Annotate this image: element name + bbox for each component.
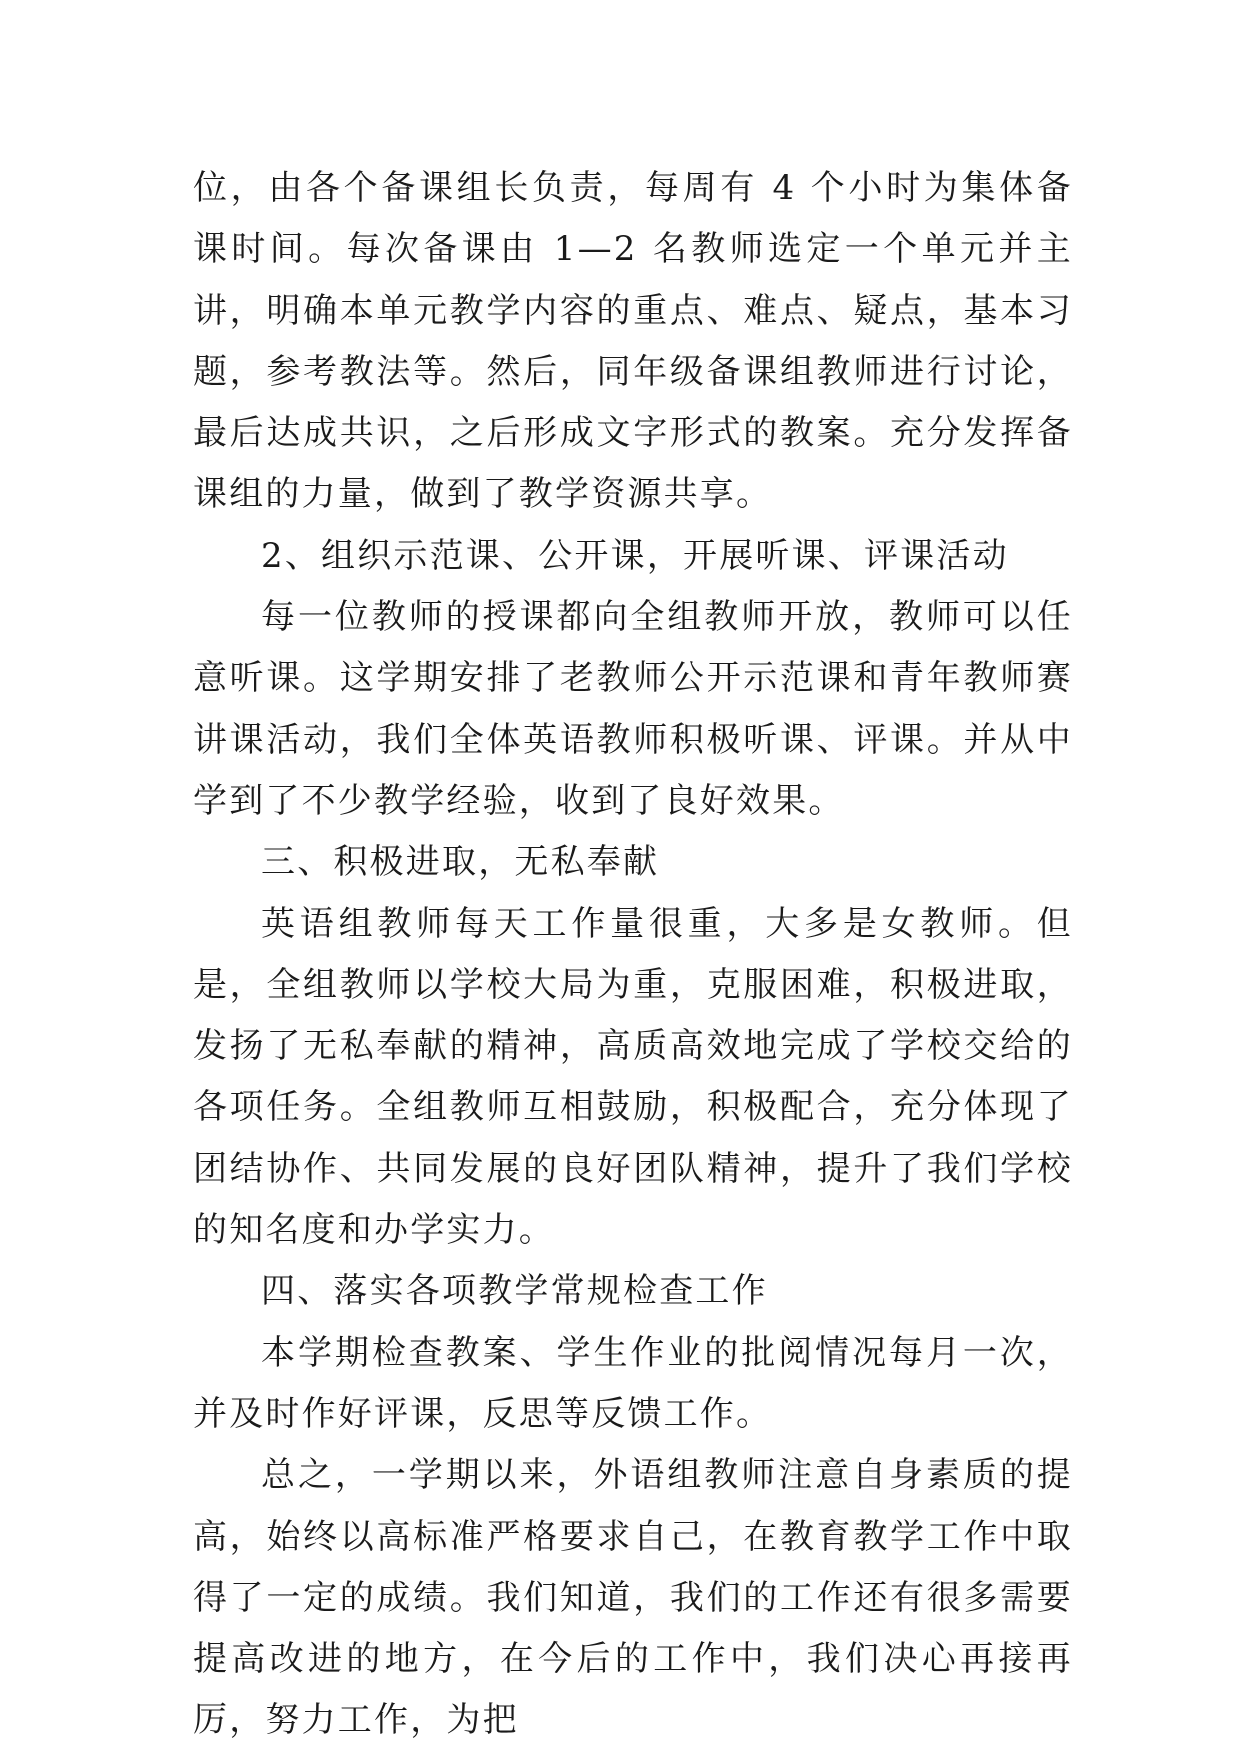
document-body bbox=[193, 158, 1073, 1752]
paragraph-summary: 总之，一学期以来，外语组教师注意自身素质的提高，始终以高标准严格要求自己，在教育教学工作中取得了一定的成绩。我们知道，我们的工作还有很多需要提高改进的地方，在今后的工作中，我们决心再接再厉，努力工作，为把 bbox=[193, 1455, 1073, 1741]
paragraph-routine-checks: 本学期检查教案、学生作业的批阅情况每月一次，并及时作好评课，反思等反馈工作。 bbox=[193, 1332, 1073, 1434]
heading-routine-checks: 四、落实各项教学常规检查工作 bbox=[261, 1271, 768, 1312]
paragraph-dedication: 英语组教师每天工作量很重，大多是女教师。但是，全组教师以学校大局为重，克服困难，积极进取，发扬了无私奉献的精神，高质高效地完成了学校交给的各项任务。全组教师互相鼓励，积极配合，充分体现了团结协作、共同发展的良好团队精神，提升了我们学校的知名度和办学实力。 bbox=[193, 903, 1073, 1251]
paragraph-open-classes: 每一位教师的授课都向全组教师开放，教师可以任意听课。这学期安排了老教师公开示范课和青年教师赛讲课活动，我们全体英语教师积极听课、评课。并从中学到了不少教学经验，收到了良好效果。 bbox=[193, 597, 1073, 821]
paragraph-collective-prep: 位，由各个备课组长负责，每周有 4 个小时为集体备课时间。每次备课由 1—2 名教师选定一个单元并主讲，明确本单元教学内容的重点、难点、疑点，基本习题，参考教法等。然后，同年级备课组教师进行讨论，最后达成共识，之后形成文字形式的教案。充分发挥备课组的力量，做到了教学资源共享。 bbox=[193, 168, 1073, 515]
heading-demo-lessons: 2、组织示范课、公开课，开展听课、评课活动 bbox=[261, 535, 1009, 576]
heading-dedication: 三、积极进取，无私奉献 bbox=[261, 842, 660, 883]
